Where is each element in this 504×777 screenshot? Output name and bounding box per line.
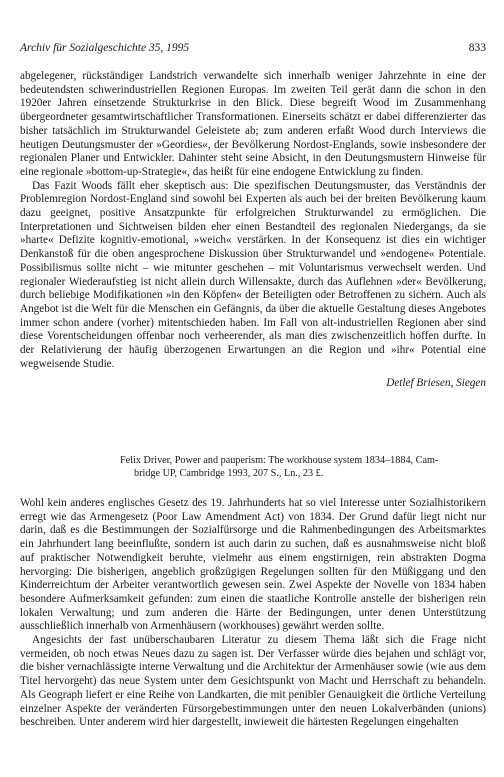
citation-line-2: bridge UP, Cambridge 1993, 207 S., Ln., 23 £. bbox=[134, 468, 324, 479]
review2-paragraph-1: Wohl kein anderes englisches Gesetz des 19. Jahrhunderts hat so viel Interesse unter Sozialhistorikern erregt wie das Armengesetz (Poor Law Amendment Act) von 1834. Der Grund dafür liegt nicht nur darin, daß es die Bestimmungen der Sozialfürsorge und die Rahmenbedingungen des Arbeitsmarktes ein Jahrhundert lang beeinflußte, sondern ist auch darin zu suchen, daß es ausnahmsweise nicht bloß auf praktischer Notwendigkeit beruhte, vielmehr aus einem engstirnigen, rein abstrakten Dogma hervorging: Die bisherigen, angeblich großzügigen Regelungen sollten für den Müßiggang und den Kinderreichtum der Arbeiter verantwortlich gewesen sein. Zwei Aspekte der Novelle von 1834 haben besondere Aufmerksamkeit gefunden: zum einen die staatliche Kontrolle anstelle der bisherigen rein lokalen Verwaltung; und zum anderen die Härte der Bedingungen, unter denen Unterstützung ausschließlich innerhalb von Armenhäusern (workhouses) gewährt werden sollte. bbox=[20, 497, 486, 633]
review1-paragraph-1: abgelegener, rückständiger Landstrich verwandelte sich innerhalb weniger Jahrzehnte in eine der bedeutendsten schwerindustriellen Regionen Europas. Im zweiten Teil gerät dann die schon in den 1920er Jahren einsetzende Strukturkrise in den Blick. Diese begreift Wood im Zusammenhang übergeordneter gesamtwirtschaftlicher Transformationen. Einerseits schätzt er dabei differenzierter das bisher tatsächlich im Strukturwandel Geleistete ab; zum anderen erfaßt Wood durch Interviews die heutigen Deutungsmuster der »Geordies«, der Bevölkerung Nordost-Englands, sowie insbesondere der regionalen Planer und Entwickler. Dahinter steht seine Absicht, in den Deutungsmustern Hinweise für eine regionale »bottom-up-Strategie«, das heißt für eine endogene Entwicklung zu finden. bbox=[20, 70, 486, 178]
citation-line-1: Felix Driver, Power and pauperism: The workhouse system 1834–1884, Cam- bbox=[120, 455, 439, 466]
review-driver bbox=[20, 497, 486, 730]
review2-paragraph-2: Angesichts der fast unüberschaubaren Literatur zu diesem Thema läßt sich die Frage nicht vermeiden, ob noch etwas Neues dazu zu sagen ist. Der Verfasser würde dies bejahen und schlägt vor, die bisher vernachlässigte interne Verwaltung und die Architektur der Armenhäuser sowie (wie aus dem Titel hervorgeht) das neue System unter dem Gesichtspunkt von Macht und Herrschaft zu behandeln. Als Geograph liefert er eine Reihe von Landkarten, die mit penibler Genauigkeit die örtliche Verteilung einzelner Aspekte der veränderten Fürsorgebestimmungen unter den neuen Lokalverbänden (unions) beschreiben. Unter anderem wird hier dargestellt, inwieweit die härtesten Regelungen eingehalten bbox=[20, 634, 486, 729]
journal-title: Archiv für Sozialgeschichte 35, 1995 bbox=[20, 42, 190, 54]
review1-paragraph-2: Das Fazit Woods fällt eher skeptisch aus: Die spezifischen Deutungsmuster, das Verständnis der Problemregion Nordost-England sind sowohl bei Experten als auch bei der breiten Bevölkerung kaum dazu geeignet, positive Ansatzpunkte für erfolgreichen Strukturwandel zu ermöglichen. Die Interpretationen und Sichtweisen bilden eher einen Bestandteil des regionalen Niedergangs, da sie »harte« Defizite kognitiv-emotional, »weich« verstärken. In der Konsequenz ist dies ein wichtiger Denkanstoß für die oben angesprochene Diskussion über Strukturwandel und »endogene« Potentiale. Possibilismus sollte nicht – wie mitunter geschehen – mit Voluntarismus verwechselt werden. Und regionaler Wiederaufstieg ist nicht allein durch Willensakte, durch das Auflehnen »der« Bevölkerung, durch beliebige Modifikationen »in den Köpfen« der Beteiligten oder Betroffenen zu sichern. Auch als Angebot ist die Welt für die Menschen ein Gefängnis, da über die aktuelle Gestaltung dieses Angebotes immer schon andere (vorher) mitentschieden haben. Im Fall von alt-industriellen Regionen aber sind diese Vorentscheidungen offenbar noch verheerender, als man dies zwischenzeitlich hoffen durfte. In der Relativierung der häufig überzogenen Erwartungen an die Region und »ihr« Potential eine wegweisende Studie. bbox=[20, 179, 486, 370]
reviewer-signature: Detlef Briesen, Siegen bbox=[386, 377, 486, 389]
running-header bbox=[20, 40, 486, 56]
book-citation bbox=[120, 454, 486, 480]
review-briesen bbox=[20, 70, 486, 371]
page-number: 833 bbox=[468, 42, 486, 54]
